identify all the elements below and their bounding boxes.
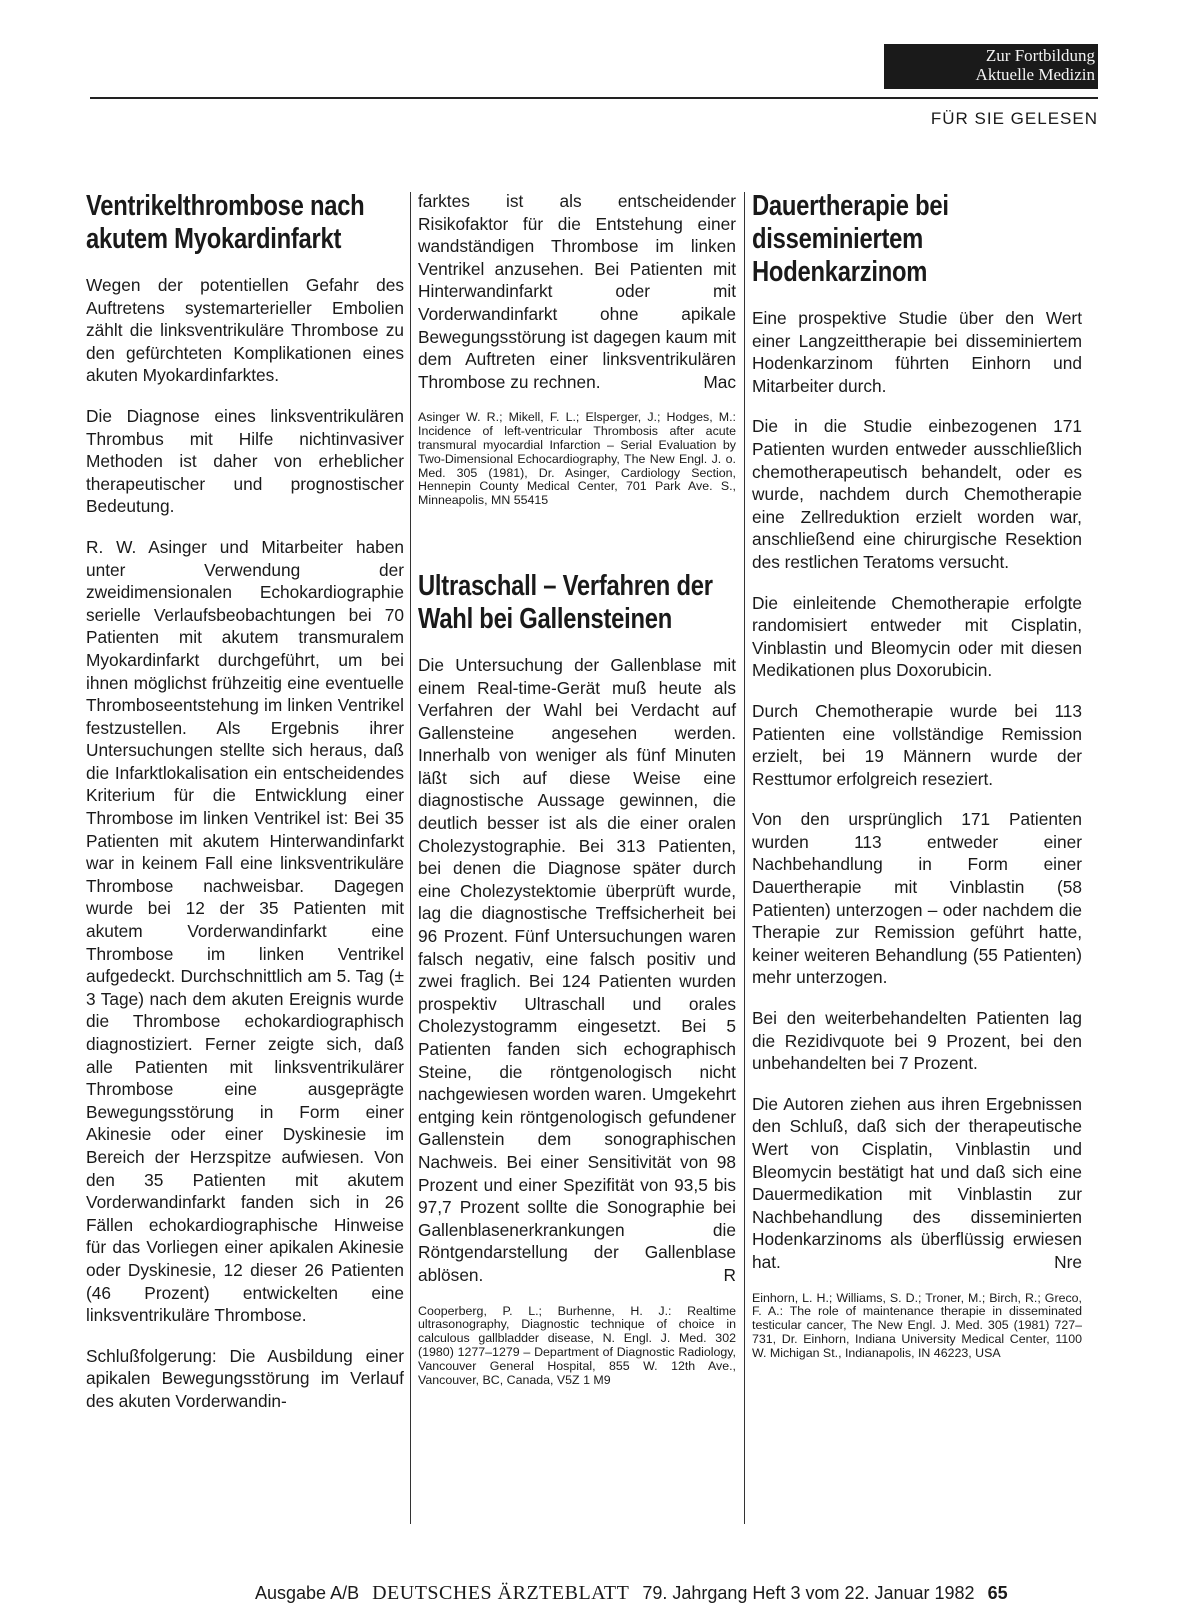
- article-paragraph: [752, 1093, 1082, 1274]
- article-paragraph: Wegen der potentiellen Gefahr des Auftretens systemarterieller Embolien zählt die linksventrikuläre Thrombose zu den gefürchteten Komplikationen eines akuten Myokardinfarktes.: [86, 275, 404, 386]
- footer-issue: 79. Jahrgang Heft 3 vom 22. Januar 1982: [642, 1583, 975, 1603]
- author-signature: R: [723, 1264, 736, 1285]
- article-paragraph: [418, 190, 736, 393]
- article-paragraph: Bei den weiterbehandelten Patienten lag die Rezidivquote bei 9 Prozent, bei den unbehandelten bei 7 Prozent.: [752, 1008, 1082, 1074]
- section-label: FÜR SIE GELESEN: [930, 109, 1098, 128]
- page-footer: [255, 1582, 1008, 1605]
- article-title: Ventrikelthrombose nach akutem Myokardinfarkt: [86, 190, 365, 255]
- article-paragraph: Die in die Studie einbezogenen 171 Patienten wurden entweder ausschließlich chemotherapeutisch behandelt, oder es wurde, nachdem durch Chemotherapie eine Zellreduktion erzielt worden war, anschließend eine chirurgische Resektion des restlichen Teratoms versucht.: [752, 416, 1082, 572]
- page-number: 65: [987, 1583, 1008, 1603]
- column-1: [86, 190, 404, 1431]
- section-badge: [884, 44, 1098, 89]
- article-paragraph: Von den ursprünglich 171 Patienten wurden 113 entweder einer Nachbehandlung in Form einer Dauertherapie mit Vinblastin (58 Patienten) unterzogen – oder nachdem die Therapie zur Remission geführt hatte, keiner weiteren Behandlung (55 Patienten) mehr unterzogen.: [752, 809, 1082, 988]
- article-paragraph: Durch Chemotherapie wurde bei 113 Patienten eine vollständige Remission erzielt, bei 19 Männern wurde der Resttumor erfolgreich reseziert.: [752, 700, 1082, 789]
- reference: Asinger W. R.; Mikell, F. L.; Elsperger, J.; Hodges, M.: Incidence of left-ventricular Thrombosis after acute transmural myocardial Infarction – Serial Evaluation by Two-Dimensional Echocardiography, The New Engl. J. o. Med. 305 (1981), Dr. Asinger, Cardiology Section, Hennepin County Medical Center, 701 Park Ave. S., Minneapolis, MN 55415: [418, 410, 736, 508]
- article-paragraph: Die einleitende Chemotherapie erfolgte randomisiert entweder mit Cisplatin, Vinblastin und Bleomycin oder mit diesen Medikationen plus Doxorubicin.: [752, 592, 1082, 681]
- reference: Einhorn, L. H.; Williams, S. D.; Troner, M.; Birch, R.; Greco, F. A.: The role of maintenance therapie in disseminated testicular cancer, The New Engl. J. Med. 305 (1981) 727–731, Dr. Einhorn, Indiana University Medical Center, 1100 W. Michigan St., Indianapolis, IN 46223, USA: [752, 1290, 1082, 1360]
- header-rule: [90, 97, 1098, 99]
- author-signature: Nre: [1054, 1251, 1082, 1272]
- footer-edition: Ausgabe A/B: [255, 1583, 360, 1603]
- badge-line-1: Zur Fortbildung: [985, 46, 1095, 65]
- article-paragraph: Eine prospektive Studie über den Wert einer Langzeittherapie bei disseminiertem Hodenkarzinom führten Einhorn und Mitarbeiter durch.: [752, 308, 1082, 396]
- badge-line-2: Aktuelle Medizin: [975, 65, 1095, 84]
- column-2: [418, 190, 736, 1387]
- article-title: Dauertherapie bei disseminiertem Hodenkarzinom: [752, 190, 949, 288]
- footer-journal: DEUTSCHES ÄRZTEBLATT: [372, 1582, 630, 1604]
- column-divider: [744, 192, 745, 1524]
- article-paragraph: R. W. Asinger und Mitarbeiter haben unter Verwendung der zweidimensionalen Echokardiographie serielle Verlaufsbeobachtungen bei 70 Patienten mit akutem transmuralem Myokardinfarkt durchgeführt, um bei ihnen möglichst frühzeitig eine eventuelle Thromboseentstehung im linken Ventrikel festzustellen. Als Ergebnis ihrer Untersuchungen stellte sich heraus, daß die Infarktlokalisation ein entscheidendes Kriterium für die Entwicklung einer Thrombose im linken Ventrikel ist: Bei 35 Patienten mit akutem Hinterwandinfarkt war in keinem Fall eine linksventrikuläre Thrombose nachweisbar. Dagegen wurde bei 12 der 35 Patienten mit akutem Vorderwandinfarkt eine Thrombose im linken Ventrikel aufgedeckt. Durchschnittlich am 5. Tag (± 3 Tage) nach dem akuten Ereignis wurde die Thrombose echokardiographisch diagnostiziert. Ferner zeigte sich, daß alle Patienten mit linksventrikulärer Thrombose eine ausgeprägte Bewegungsstörung in Form einer Akinesie oder einer Dyskinesie im Bereich der Herzspitze aufwiesen. Von den 35 Patienten mit akutem Vorderwandinfarkt fanden sich in 26 Fällen echokardiographische Hinweise für das Vorliegen einer apikalen Akinesie oder Dyskinesie, 12 dieser 26 Patienten (46 Prozent) entwickelten eine linksventrikuläre Thrombose.: [86, 536, 404, 1326]
- article-paragraph: Die Diagnose eines linksventrikulären Thrombus mit Hilfe nichtinvasiver Methoden ist daher von erheblicher therapeutischer und prognostischer Bedeutung.: [86, 405, 404, 517]
- column-3: [752, 190, 1082, 1361]
- article-title: Ultraschall – Verfahren der Wahl bei Gallensteinen: [418, 569, 713, 635]
- column-divider: [410, 192, 411, 1524]
- article-paragraph: Schlußfolgerung: Die Ausbildung einer apikalen Bewegungsstörung im Verlauf des akuten Vorderwandin-: [86, 1345, 404, 1411]
- article-paragraph-text: Die Untersuchung der Gallenblase mit einem Real-time-Gerät muß heute als Verfahren der Wahl bei Verdacht auf Gallensteine angesehen werden. Innerhalb von weniger als fünf Minuten läßt sich auf diese Weise eine diagnostische Aussage gewinnen, die deutlich besser ist als die einer oralen Cholezystographie. Bei 313 Patienten, bei denen die Diagnose später durch eine Cholezystektomie überprüft wurde, lag die diagnostische Treffsicherheit bei 96 Prozent. Fünf Untersuchungen waren falsch negativ, eine falsch positiv und zwei fraglich. Bei 124 Patienten wurden prospektiv Ultraschall und orales Cholezystogramm eingesetzt. Bei 5 Patienten fanden sich echographisch Steine, die röntgenologisch nicht nachgewiesen worden waren. Umgekehrt entging kein röntgenologisch gefundener Gallenstein dem sonographischen Nachweis. Bei einer Sensitivität von 98 Prozent und einer Spezifität von 93,5 bis 97,7 Prozent sollte die Sonographie bei Gallenblasenerkrankungen die Röntgendarstellung der Gallenblase ablösen.: [418, 654, 736, 1285]
- article-paragraph-text: Die Autoren ziehen aus ihren Ergebnissen den Schluß, daß sich der therapeutische Wert von Cisplatin, Vinblastin und Bleomycin bestätigt hat und daß sich eine Dauermedikation mit Vinblastin zur Nachbehandlung des disseminierten Hodenkarzinoms als überflüssig erwiesen hat.: [752, 1093, 1082, 1272]
- author-signature: Mac: [703, 371, 736, 392]
- article-paragraph-text: farktes ist als entscheidender Risikofaktor für die Entstehung einer wandständigen Thrombose im linken Ventrikel anzusehen. Bei Patienten mit Hinterwandinfarkt oder mit Vorderwandinfarkt ohne apikale Bewegungsstörung ist dagegen kaum mit dem Auftreten einer linksventrikulären Thrombose zu rechnen.: [418, 191, 736, 392]
- article-paragraph: [418, 654, 736, 1287]
- reference: Cooperberg, P. L.; Burhenne, H. J.: Realtime ultrasonography, Diagnostic technique of choice in calculous gallbladder disease, N. Engl. J. Med. 302 (1980) 1277–1279 – Department of Diagnostic Radiology, Vancouver General Hospital, 855 W. 12th Ave., Vancouver, BC, Canada, V5Z 1 M9: [418, 1303, 736, 1387]
